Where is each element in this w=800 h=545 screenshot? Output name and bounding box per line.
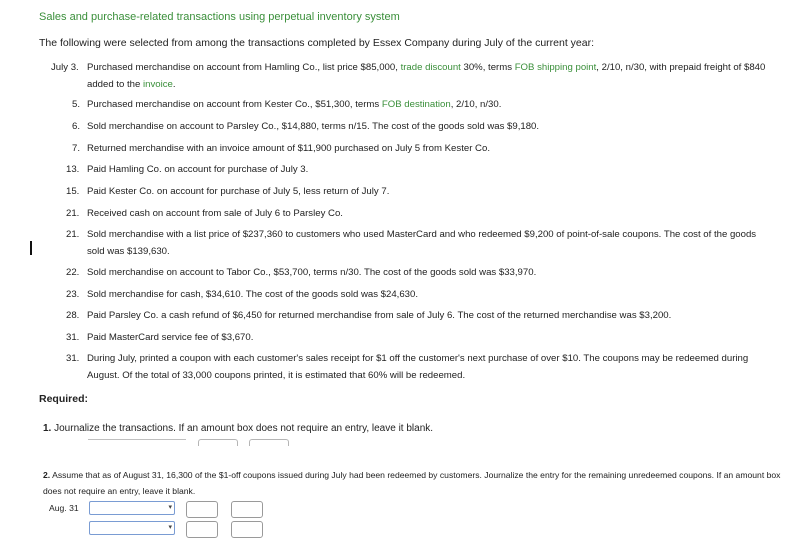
transaction-text: During July, printed a coupon with each customer's sales receipt for $1 off the customer's next purchase of over $10. The coupons may be redeemed during August. Of the total of 33,000 coupons printed, it is estimated that 60% will be redeemed.: [87, 353, 749, 381]
transaction-text: Paid Kester Co. on account for purchase of July 5, less return of July 7.: [87, 186, 390, 197]
required-heading: Required:: [39, 393, 89, 405]
transaction-text: Paid MasterCard service fee of $3,670.: [87, 332, 254, 343]
step1-number: 1.: [43, 423, 52, 434]
debit-amount-input[interactable]: [186, 521, 218, 538]
transaction-text: Paid Parsley Co. a cash refund of $6,450 for returned merchandise from sale of July 6. The cost of the returned merchandise was $3,200.: [87, 310, 672, 321]
transaction-date: July 3.: [51, 62, 79, 73]
transaction-date: 7.: [72, 143, 81, 154]
transaction-date: 31.: [66, 353, 80, 364]
transaction-date: 28.: [66, 310, 80, 321]
text-segment: 30%, terms: [460, 62, 515, 73]
transaction-text: Paid Hamling Co. on account for purchase of July 3.: [87, 164, 309, 175]
page-title: [39, 11, 400, 23]
title-link[interactable]: Sales and purchase-related transactions using perpetual inventory system: [39, 11, 400, 23]
step1-instruction: [43, 423, 433, 434]
transaction-date: 13.: [66, 164, 80, 175]
step2-instruction: [43, 467, 783, 499]
trade-discount-link[interactable]: trade discount: [400, 62, 461, 73]
transaction-text: Sold merchandise with a list price of $237,360 to customers who used MasterCard and who redeemed $9,200 of point-of-sale coupons. The cost of the goods sold was $139,630.: [87, 229, 757, 257]
step1-credit-box-edge[interactable]: [249, 439, 289, 446]
fob-destination-link[interactable]: FOB destination: [381, 99, 451, 110]
transaction-text: [87, 96, 737, 113]
text-cursor: [30, 241, 32, 255]
journal-date: Aug. 31: [49, 503, 79, 513]
intro-text: The following were selected from among the transactions completed by Essex Company during July of the current year:: [39, 37, 595, 49]
transaction-text: Sold merchandise on account to Parsley Co., $14,880, terms n/15. The cost of the goods sold was $9,180.: [87, 121, 540, 132]
transaction-date: 21.: [66, 208, 80, 219]
step2-number: 2.: [43, 470, 51, 480]
transaction-text: [87, 59, 772, 93]
transaction-text: Sold merchandise on account to Tabor Co., $53,700, terms n/30. The cost of the goods sold was $33,970.: [87, 267, 537, 278]
credit-amount-input[interactable]: [231, 501, 263, 518]
step1-debit-box-edge[interactable]: [198, 439, 238, 446]
invoice-link[interactable]: invoice: [143, 79, 173, 90]
credit-amount-input[interactable]: [231, 521, 263, 538]
text-segment: , 2/10, n/30, with prepaid freight of $840 added to the: [87, 62, 766, 90]
text-segment: , 2/10, n/30.: [450, 99, 502, 110]
transaction-date: 23.: [66, 289, 80, 300]
fob-shipping-point-link[interactable]: FOB shipping point: [514, 62, 597, 73]
debit-amount-input[interactable]: [186, 501, 218, 518]
account-select[interactable]: [89, 521, 175, 535]
transaction-text: Returned merchandise with an invoice amount of $11,900 purchased on July 5 from Kester Co.: [87, 143, 490, 154]
transaction-date: 6.: [72, 121, 81, 132]
transaction-date: 15.: [66, 186, 80, 197]
account-select[interactable]: [89, 501, 175, 515]
transaction-text: Received cash on account from sale of July 6 to Parsley Co.: [87, 208, 343, 219]
chevron-down-icon: ▾: [168, 504, 172, 511]
transaction-text: Sold merchandise for cash, $34,610. The cost of the goods sold was $24,630.: [87, 289, 419, 300]
chevron-down-icon: ▾: [168, 524, 172, 531]
text-segment: .: [172, 79, 176, 90]
step1-text: Journalize the transactions. If an amount box does not require an entry, leave it blank.: [54, 423, 434, 434]
text-segment: Purchased merchandise on account from Kester Co., $51,300, terms: [87, 99, 382, 110]
step1-account-select-edge[interactable]: [88, 439, 186, 446]
transaction-date: 31.: [66, 332, 80, 343]
text-segment: Purchased merchandise on account from Hamling Co., list price $85,000,: [87, 62, 401, 73]
step2-text: Assume that as of August 31, 16,300 of the $1-off coupons issued during July had been redeemed by customers. Journalize the entry for the remaining unredeemed coupons. If an amount box does not require an entry, leave it blank.: [43, 470, 781, 496]
transaction-date: 5.: [72, 99, 81, 110]
transaction-date: 22.: [66, 267, 80, 278]
transaction-date: 21.: [66, 229, 80, 240]
